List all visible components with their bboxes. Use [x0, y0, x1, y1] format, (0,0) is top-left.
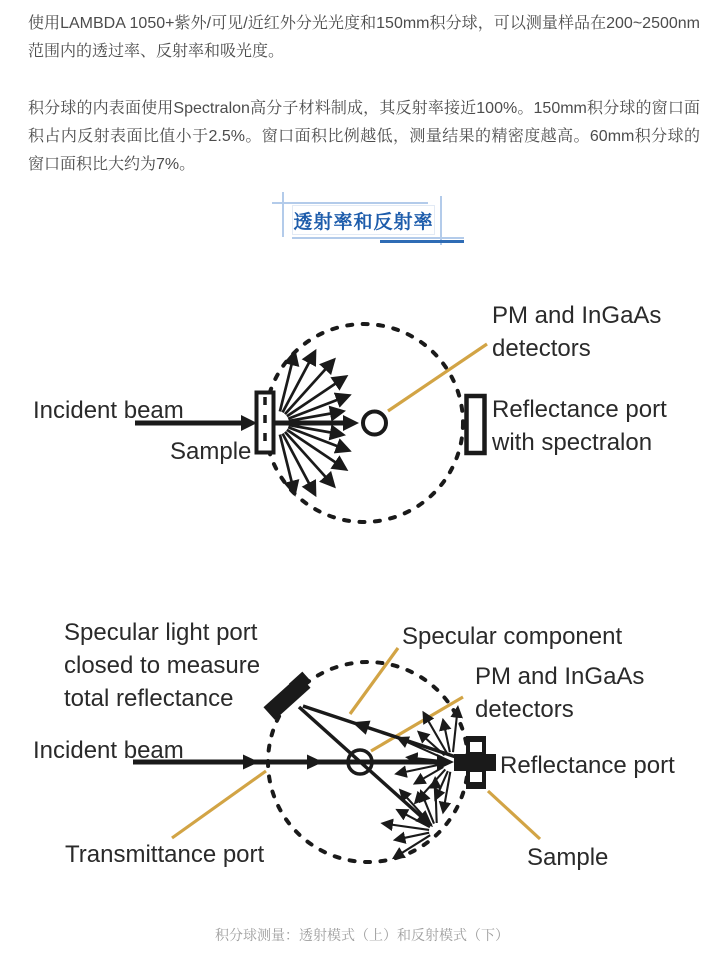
title-line-left: [282, 192, 284, 237]
detectors-label-line1: PM and InGaAs: [492, 302, 662, 329]
incident-beam-arrowhead-1: [243, 755, 259, 770]
section-title: 透射率和反射率: [293, 211, 434, 233]
title-line-bottom: [292, 237, 464, 239]
detectors-label-line1: PM and InGaAs: [475, 663, 645, 690]
paragraph-sphere-spec: 积分球的内表面使用Spectralon高分子材料制成，其反射率接近100%。150mm积分球的窗口面积占内反射表面比值小于2.5%。窗口面积比例越低，测量结果的精密度越高。60mm积分球的窗口面积比大约为7%。: [28, 100, 700, 173]
specular-port-label-line1: Specular light port: [64, 619, 258, 646]
section-title-frame: [292, 205, 435, 235]
section-title-box: [0, 179, 724, 250]
figure-caption: 积分球测量：透射模式（上）和反射模式（下）: [215, 927, 509, 943]
sample-label: Sample: [527, 844, 609, 871]
specular-beam-arrowhead: [352, 721, 371, 735]
reflectance-port: [454, 736, 496, 789]
transmittance-port-callout-line: [172, 771, 266, 838]
title-line-top: [272, 202, 428, 204]
transmittance-port-label: Transmittance port: [65, 841, 265, 868]
intro-text: [0, 0, 724, 179]
figure-reflection-mode: [0, 570, 724, 900]
incident-beam-label: Incident beam: [33, 397, 184, 424]
incident-beam-label: Incident beam: [33, 737, 184, 764]
paragraph-instrument: 使用LAMBDA 1050+紫外/可见/近红外分光光度和150mm积分球，可以测量样品在200~2500nm范围内的透过率、反射率和吸光度。: [28, 15, 700, 60]
reflectance-port: [467, 396, 485, 453]
specular-port-label-line2: closed to measure: [64, 652, 261, 679]
sample-callout-line: [488, 791, 540, 839]
title-accent-line: [380, 240, 464, 243]
incident-beam-arrowhead-2: [307, 755, 323, 770]
sample-label: Sample: [170, 438, 252, 465]
specular-port-label-line3: total reflectance: [64, 685, 234, 712]
specular-component-label: Specular component: [402, 623, 623, 650]
detector-port-circle: [363, 412, 386, 435]
detectors-label-line2: detectors: [492, 335, 591, 362]
reflectance-port-label-line1: Reflectance port: [492, 396, 667, 423]
figure-transmission-mode: [0, 250, 724, 570]
reflectance-port-label: Reflectance port: [500, 752, 675, 779]
specular-component-callout-line: [350, 648, 398, 714]
transmitted-beam-arrowhead: [343, 415, 359, 431]
detectors-label-line2: detectors: [475, 696, 574, 723]
reflectance-port-label-line2: with spectralon: [492, 429, 653, 456]
